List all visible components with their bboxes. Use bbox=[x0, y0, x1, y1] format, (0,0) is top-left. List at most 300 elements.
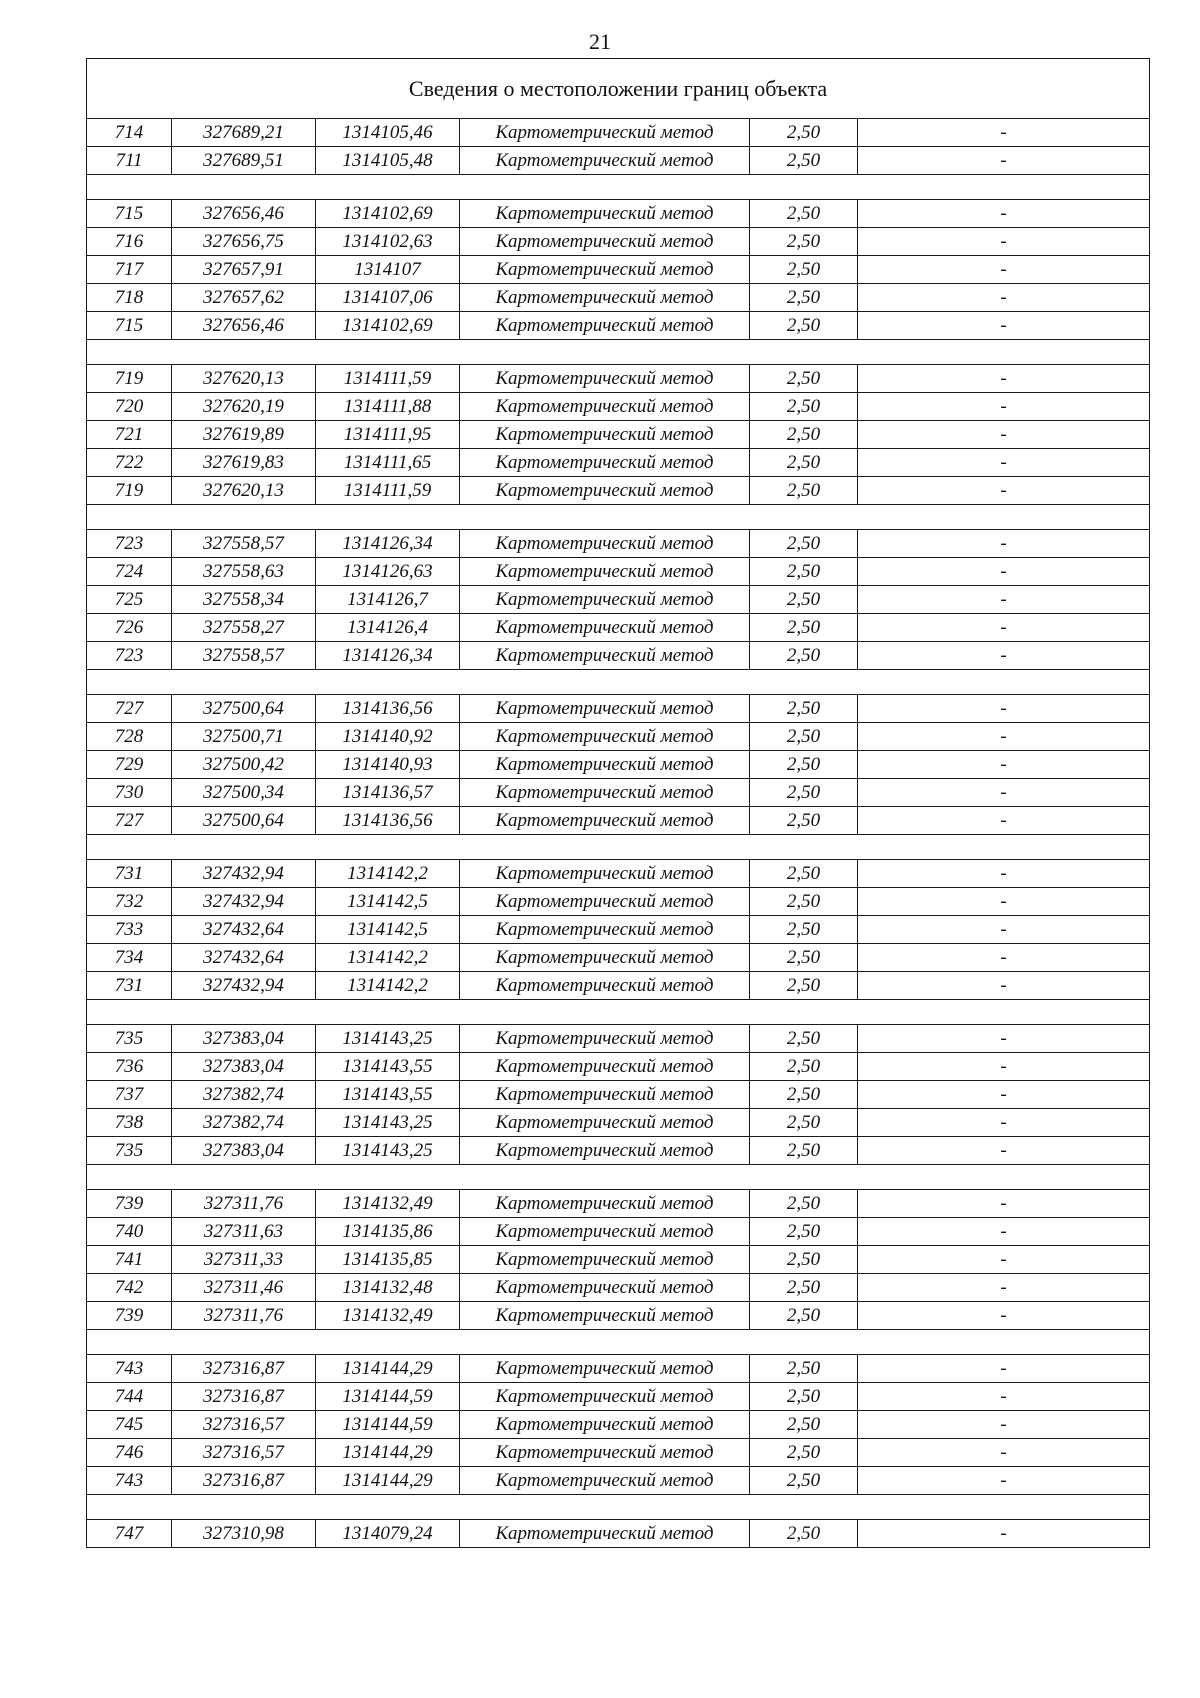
x-coordinate-cell: 327383,04 bbox=[172, 1053, 316, 1081]
y-coordinate-cell: 1314142,2 bbox=[316, 860, 460, 888]
method-cell: Картометрический метод bbox=[460, 477, 750, 505]
x-coordinate-cell: 327311,33 bbox=[172, 1246, 316, 1274]
table-body bbox=[87, 59, 1150, 1548]
accuracy-cell: 2,50 bbox=[750, 972, 858, 1000]
point-number-cell: 733 bbox=[87, 916, 172, 944]
method-cell: Картометрический метод bbox=[460, 421, 750, 449]
point-number-cell: 727 bbox=[87, 807, 172, 835]
x-coordinate-cell: 327620,13 bbox=[172, 477, 316, 505]
accuracy-cell: 2,50 bbox=[750, 1025, 858, 1053]
table-row bbox=[87, 284, 1150, 312]
description-cell: - bbox=[858, 119, 1150, 147]
point-number-cell: 735 bbox=[87, 1137, 172, 1165]
description-cell: - bbox=[858, 586, 1150, 614]
description-cell: - bbox=[858, 1355, 1150, 1383]
x-coordinate-cell: 327500,34 bbox=[172, 779, 316, 807]
description-cell: - bbox=[858, 1109, 1150, 1137]
method-cell: Картометрический метод bbox=[460, 695, 750, 723]
description-cell: - bbox=[858, 723, 1150, 751]
accuracy-cell: 2,50 bbox=[750, 530, 858, 558]
y-coordinate-cell: 1314126,63 bbox=[316, 558, 460, 586]
table-row bbox=[87, 1137, 1150, 1165]
table-row bbox=[87, 119, 1150, 147]
x-coordinate-cell: 327432,64 bbox=[172, 944, 316, 972]
table-row bbox=[87, 1411, 1150, 1439]
y-coordinate-cell: 1314140,93 bbox=[316, 751, 460, 779]
description-cell: - bbox=[858, 1218, 1150, 1246]
description-cell: - bbox=[858, 888, 1150, 916]
point-number-cell: 744 bbox=[87, 1383, 172, 1411]
accuracy-cell: 2,50 bbox=[750, 228, 858, 256]
accuracy-cell: 2,50 bbox=[750, 1081, 858, 1109]
description-cell: - bbox=[858, 558, 1150, 586]
table-row bbox=[87, 393, 1150, 421]
point-number-cell: 723 bbox=[87, 642, 172, 670]
x-coordinate-cell: 327656,46 bbox=[172, 200, 316, 228]
y-coordinate-cell: 1314136,57 bbox=[316, 779, 460, 807]
table-row bbox=[87, 916, 1150, 944]
point-number-cell: 724 bbox=[87, 558, 172, 586]
x-coordinate-cell: 327558,57 bbox=[172, 642, 316, 670]
x-coordinate-cell: 327311,63 bbox=[172, 1218, 316, 1246]
accuracy-cell: 2,50 bbox=[750, 200, 858, 228]
table-row bbox=[87, 1190, 1150, 1218]
point-number-cell: 739 bbox=[87, 1302, 172, 1330]
description-cell: - bbox=[858, 642, 1150, 670]
description-cell: - bbox=[858, 228, 1150, 256]
point-number-cell: 728 bbox=[87, 723, 172, 751]
accuracy-cell: 2,50 bbox=[750, 1053, 858, 1081]
accuracy-cell: 2,50 bbox=[750, 888, 858, 916]
point-number-cell: 719 bbox=[87, 477, 172, 505]
x-coordinate-cell: 327383,04 bbox=[172, 1137, 316, 1165]
point-number-cell: 723 bbox=[87, 530, 172, 558]
x-coordinate-cell: 327500,42 bbox=[172, 751, 316, 779]
x-coordinate-cell: 327383,04 bbox=[172, 1025, 316, 1053]
method-cell: Картометрический метод bbox=[460, 119, 750, 147]
table-row bbox=[87, 1439, 1150, 1467]
accuracy-cell: 2,50 bbox=[750, 256, 858, 284]
point-number-cell: 716 bbox=[87, 228, 172, 256]
accuracy-cell: 2,50 bbox=[750, 695, 858, 723]
point-number-cell: 745 bbox=[87, 1411, 172, 1439]
method-cell: Картометрический метод bbox=[460, 1218, 750, 1246]
group-separator-row bbox=[87, 505, 1150, 530]
group-separator-row bbox=[87, 340, 1150, 365]
description-cell: - bbox=[858, 1053, 1150, 1081]
group-separator-cell bbox=[87, 340, 1150, 365]
table-row bbox=[87, 1246, 1150, 1274]
x-coordinate-cell: 327500,71 bbox=[172, 723, 316, 751]
group-separator-cell bbox=[87, 1165, 1150, 1190]
y-coordinate-cell: 1314111,95 bbox=[316, 421, 460, 449]
description-cell: - bbox=[858, 393, 1150, 421]
table-row bbox=[87, 1025, 1150, 1053]
accuracy-cell: 2,50 bbox=[750, 916, 858, 944]
accuracy-cell: 2,50 bbox=[750, 1218, 858, 1246]
y-coordinate-cell: 1314143,55 bbox=[316, 1081, 460, 1109]
group-separator-cell bbox=[87, 1330, 1150, 1355]
x-coordinate-cell: 327316,57 bbox=[172, 1439, 316, 1467]
accuracy-cell: 2,50 bbox=[750, 723, 858, 751]
x-coordinate-cell: 327382,74 bbox=[172, 1109, 316, 1137]
y-coordinate-cell: 1314142,2 bbox=[316, 972, 460, 1000]
x-coordinate-cell: 327500,64 bbox=[172, 695, 316, 723]
point-number-cell: 715 bbox=[87, 200, 172, 228]
x-coordinate-cell: 327382,74 bbox=[172, 1081, 316, 1109]
x-coordinate-cell: 327656,75 bbox=[172, 228, 316, 256]
table-row bbox=[87, 751, 1150, 779]
x-coordinate-cell: 327310,98 bbox=[172, 1520, 316, 1548]
table-row bbox=[87, 477, 1150, 505]
y-coordinate-cell: 1314111,59 bbox=[316, 365, 460, 393]
x-coordinate-cell: 327316,87 bbox=[172, 1467, 316, 1495]
method-cell: Картометрический метод bbox=[460, 1467, 750, 1495]
accuracy-cell: 2,50 bbox=[750, 1190, 858, 1218]
method-cell: Картометрический метод bbox=[460, 944, 750, 972]
method-cell: Картометрический метод bbox=[460, 228, 750, 256]
table-row bbox=[87, 1081, 1150, 1109]
y-coordinate-cell: 1314126,4 bbox=[316, 614, 460, 642]
method-cell: Картометрический метод bbox=[460, 1355, 750, 1383]
x-coordinate-cell: 327316,87 bbox=[172, 1355, 316, 1383]
method-cell: Картометрический метод bbox=[460, 1137, 750, 1165]
method-cell: Картометрический метод bbox=[460, 586, 750, 614]
table-row bbox=[87, 1302, 1150, 1330]
table-row bbox=[87, 530, 1150, 558]
group-separator-row bbox=[87, 1000, 1150, 1025]
point-number-cell: 711 bbox=[87, 147, 172, 175]
accuracy-cell: 2,50 bbox=[750, 147, 858, 175]
table-row bbox=[87, 860, 1150, 888]
method-cell: Картометрический метод bbox=[460, 888, 750, 916]
y-coordinate-cell: 1314144,29 bbox=[316, 1355, 460, 1383]
point-number-cell: 727 bbox=[87, 695, 172, 723]
description-cell: - bbox=[858, 530, 1150, 558]
table-row bbox=[87, 1520, 1150, 1548]
description-cell: - bbox=[858, 284, 1150, 312]
table-row bbox=[87, 421, 1150, 449]
x-coordinate-cell: 327432,64 bbox=[172, 916, 316, 944]
x-coordinate-cell: 327689,51 bbox=[172, 147, 316, 175]
x-coordinate-cell: 327432,94 bbox=[172, 972, 316, 1000]
method-cell: Картометрический метод bbox=[460, 147, 750, 175]
accuracy-cell: 2,50 bbox=[750, 944, 858, 972]
accuracy-cell: 2,50 bbox=[750, 807, 858, 835]
method-cell: Картометрический метод bbox=[460, 558, 750, 586]
description-cell: - bbox=[858, 312, 1150, 340]
table-row bbox=[87, 365, 1150, 393]
method-cell: Картометрический метод bbox=[460, 751, 750, 779]
point-number-cell: 741 bbox=[87, 1246, 172, 1274]
y-coordinate-cell: 1314142,5 bbox=[316, 888, 460, 916]
y-coordinate-cell: 1314102,69 bbox=[316, 312, 460, 340]
description-cell: - bbox=[858, 779, 1150, 807]
accuracy-cell: 2,50 bbox=[750, 558, 858, 586]
accuracy-cell: 2,50 bbox=[750, 614, 858, 642]
description-cell: - bbox=[858, 200, 1150, 228]
table-row bbox=[87, 558, 1150, 586]
description-cell: - bbox=[858, 916, 1150, 944]
accuracy-cell: 2,50 bbox=[750, 393, 858, 421]
description-cell: - bbox=[858, 1190, 1150, 1218]
method-cell: Картометрический метод bbox=[460, 449, 750, 477]
x-coordinate-cell: 327432,94 bbox=[172, 860, 316, 888]
y-coordinate-cell: 1314144,59 bbox=[316, 1383, 460, 1411]
group-separator-row bbox=[87, 835, 1150, 860]
table-row bbox=[87, 642, 1150, 670]
accuracy-cell: 2,50 bbox=[750, 751, 858, 779]
table-row bbox=[87, 723, 1150, 751]
group-separator-cell bbox=[87, 835, 1150, 860]
point-number-cell: 730 bbox=[87, 779, 172, 807]
table-row bbox=[87, 147, 1150, 175]
accuracy-cell: 2,50 bbox=[750, 860, 858, 888]
x-coordinate-cell: 327657,62 bbox=[172, 284, 316, 312]
table-row bbox=[87, 1109, 1150, 1137]
y-coordinate-cell: 1314135,86 bbox=[316, 1218, 460, 1246]
y-coordinate-cell: 1314105,48 bbox=[316, 147, 460, 175]
method-cell: Картометрический метод bbox=[460, 1190, 750, 1218]
point-number-cell: 722 bbox=[87, 449, 172, 477]
method-cell: Картометрический метод bbox=[460, 1246, 750, 1274]
method-cell: Картометрический метод bbox=[460, 779, 750, 807]
group-separator-cell bbox=[87, 670, 1150, 695]
point-number-cell: 720 bbox=[87, 393, 172, 421]
x-coordinate-cell: 327656,46 bbox=[172, 312, 316, 340]
description-cell: - bbox=[858, 807, 1150, 835]
y-coordinate-cell: 1314102,63 bbox=[316, 228, 460, 256]
boundary-coordinates-table bbox=[86, 58, 1150, 1548]
accuracy-cell: 2,50 bbox=[750, 477, 858, 505]
x-coordinate-cell: 327619,83 bbox=[172, 449, 316, 477]
table-row bbox=[87, 779, 1150, 807]
group-separator-cell bbox=[87, 1000, 1150, 1025]
accuracy-cell: 2,50 bbox=[750, 1274, 858, 1302]
point-number-cell: 726 bbox=[87, 614, 172, 642]
y-coordinate-cell: 1314126,34 bbox=[316, 530, 460, 558]
description-cell: - bbox=[858, 1439, 1150, 1467]
description-cell: - bbox=[858, 421, 1150, 449]
table-row bbox=[87, 449, 1150, 477]
y-coordinate-cell: 1314140,92 bbox=[316, 723, 460, 751]
x-coordinate-cell: 327689,21 bbox=[172, 119, 316, 147]
method-cell: Картометрический метод bbox=[460, 200, 750, 228]
method-cell: Картометрический метод bbox=[460, 972, 750, 1000]
y-coordinate-cell: 1314132,48 bbox=[316, 1274, 460, 1302]
point-number-cell: 731 bbox=[87, 972, 172, 1000]
x-coordinate-cell: 327620,13 bbox=[172, 365, 316, 393]
table-row bbox=[87, 888, 1150, 916]
point-number-cell: 734 bbox=[87, 944, 172, 972]
table-row bbox=[87, 228, 1150, 256]
description-cell: - bbox=[858, 1137, 1150, 1165]
accuracy-cell: 2,50 bbox=[750, 1520, 858, 1548]
method-cell: Картометрический метод bbox=[460, 1081, 750, 1109]
accuracy-cell: 2,50 bbox=[750, 1383, 858, 1411]
table-row bbox=[87, 972, 1150, 1000]
y-coordinate-cell: 1314079,24 bbox=[316, 1520, 460, 1548]
group-separator-cell bbox=[87, 505, 1150, 530]
method-cell: Картометрический метод bbox=[460, 1411, 750, 1439]
point-number-cell: 721 bbox=[87, 421, 172, 449]
accuracy-cell: 2,50 bbox=[750, 1109, 858, 1137]
accuracy-cell: 2,50 bbox=[750, 779, 858, 807]
accuracy-cell: 2,50 bbox=[750, 1246, 858, 1274]
accuracy-cell: 2,50 bbox=[750, 1411, 858, 1439]
point-number-cell: 714 bbox=[87, 119, 172, 147]
table-row bbox=[87, 256, 1150, 284]
point-number-cell: 747 bbox=[87, 1520, 172, 1548]
group-separator-row bbox=[87, 1495, 1150, 1520]
group-separator-row bbox=[87, 670, 1150, 695]
table-row bbox=[87, 1355, 1150, 1383]
point-number-cell: 736 bbox=[87, 1053, 172, 1081]
y-coordinate-cell: 1314107,06 bbox=[316, 284, 460, 312]
method-cell: Картометрический метод bbox=[460, 1383, 750, 1411]
accuracy-cell: 2,50 bbox=[750, 1355, 858, 1383]
point-number-cell: 735 bbox=[87, 1025, 172, 1053]
table-row bbox=[87, 807, 1150, 835]
method-cell: Картометрический метод bbox=[460, 807, 750, 835]
point-number-cell: 740 bbox=[87, 1218, 172, 1246]
accuracy-cell: 2,50 bbox=[750, 1467, 858, 1495]
method-cell: Картометрический метод bbox=[460, 1025, 750, 1053]
method-cell: Картометрический метод bbox=[460, 312, 750, 340]
x-coordinate-cell: 327558,57 bbox=[172, 530, 316, 558]
table-title-row bbox=[87, 59, 1150, 119]
y-coordinate-cell: 1314144,29 bbox=[316, 1467, 460, 1495]
method-cell: Картометрический метод bbox=[460, 860, 750, 888]
group-separator-row bbox=[87, 175, 1150, 200]
y-coordinate-cell: 1314105,46 bbox=[316, 119, 460, 147]
y-coordinate-cell: 1314102,69 bbox=[316, 200, 460, 228]
method-cell: Картометрический метод bbox=[460, 1520, 750, 1548]
y-coordinate-cell: 1314107 bbox=[316, 256, 460, 284]
y-coordinate-cell: 1314144,29 bbox=[316, 1439, 460, 1467]
description-cell: - bbox=[858, 972, 1150, 1000]
point-number-cell: 737 bbox=[87, 1081, 172, 1109]
point-number-cell: 743 bbox=[87, 1355, 172, 1383]
method-cell: Картометрический метод bbox=[460, 284, 750, 312]
group-separator-row bbox=[87, 1330, 1150, 1355]
point-number-cell: 729 bbox=[87, 751, 172, 779]
table-row bbox=[87, 1218, 1150, 1246]
table-row bbox=[87, 1274, 1150, 1302]
y-coordinate-cell: 1314136,56 bbox=[316, 695, 460, 723]
accuracy-cell: 2,50 bbox=[750, 449, 858, 477]
description-cell: - bbox=[858, 1246, 1150, 1274]
description-cell: - bbox=[858, 860, 1150, 888]
accuracy-cell: 2,50 bbox=[750, 421, 858, 449]
table-row bbox=[87, 1383, 1150, 1411]
table-row bbox=[87, 200, 1150, 228]
x-coordinate-cell: 327316,57 bbox=[172, 1411, 316, 1439]
method-cell: Картометрический метод bbox=[460, 1439, 750, 1467]
method-cell: Картометрический метод bbox=[460, 256, 750, 284]
point-number-cell: 746 bbox=[87, 1439, 172, 1467]
description-cell: - bbox=[858, 365, 1150, 393]
point-number-cell: 743 bbox=[87, 1467, 172, 1495]
group-separator-cell bbox=[87, 175, 1150, 200]
x-coordinate-cell: 327311,76 bbox=[172, 1302, 316, 1330]
description-cell: - bbox=[858, 751, 1150, 779]
point-number-cell: 732 bbox=[87, 888, 172, 916]
x-coordinate-cell: 327558,27 bbox=[172, 614, 316, 642]
method-cell: Картометрический метод bbox=[460, 1274, 750, 1302]
table-row bbox=[87, 1467, 1150, 1495]
table-row bbox=[87, 312, 1150, 340]
description-cell: - bbox=[858, 1025, 1150, 1053]
y-coordinate-cell: 1314111,65 bbox=[316, 449, 460, 477]
method-cell: Картометрический метод bbox=[460, 916, 750, 944]
accuracy-cell: 2,50 bbox=[750, 365, 858, 393]
method-cell: Картометрический метод bbox=[460, 723, 750, 751]
group-separator-cell bbox=[87, 1495, 1150, 1520]
y-coordinate-cell: 1314136,56 bbox=[316, 807, 460, 835]
description-cell: - bbox=[858, 1411, 1150, 1439]
method-cell: Картометрический метод bbox=[460, 393, 750, 421]
point-number-cell: 742 bbox=[87, 1274, 172, 1302]
y-coordinate-cell: 1314142,5 bbox=[316, 916, 460, 944]
y-coordinate-cell: 1314135,85 bbox=[316, 1246, 460, 1274]
method-cell: Картометрический метод bbox=[460, 365, 750, 393]
method-cell: Картометрический метод bbox=[460, 642, 750, 670]
description-cell: - bbox=[858, 1081, 1150, 1109]
point-number-cell: 719 bbox=[87, 365, 172, 393]
y-coordinate-cell: 1314132,49 bbox=[316, 1190, 460, 1218]
x-coordinate-cell: 327311,76 bbox=[172, 1190, 316, 1218]
table-row bbox=[87, 586, 1150, 614]
x-coordinate-cell: 327619,89 bbox=[172, 421, 316, 449]
point-number-cell: 731 bbox=[87, 860, 172, 888]
x-coordinate-cell: 327316,87 bbox=[172, 1383, 316, 1411]
point-number-cell: 717 bbox=[87, 256, 172, 284]
description-cell: - bbox=[858, 147, 1150, 175]
x-coordinate-cell: 327558,63 bbox=[172, 558, 316, 586]
description-cell: - bbox=[858, 614, 1150, 642]
description-cell: - bbox=[858, 477, 1150, 505]
x-coordinate-cell: 327432,94 bbox=[172, 888, 316, 916]
point-number-cell: 718 bbox=[87, 284, 172, 312]
accuracy-cell: 2,50 bbox=[750, 1137, 858, 1165]
y-coordinate-cell: 1314111,88 bbox=[316, 393, 460, 421]
description-cell: - bbox=[858, 1520, 1150, 1548]
y-coordinate-cell: 1314143,25 bbox=[316, 1109, 460, 1137]
table-row bbox=[87, 614, 1150, 642]
y-coordinate-cell: 1314132,49 bbox=[316, 1302, 460, 1330]
point-number-cell: 725 bbox=[87, 586, 172, 614]
y-coordinate-cell: 1314126,34 bbox=[316, 642, 460, 670]
method-cell: Картометрический метод bbox=[460, 1302, 750, 1330]
y-coordinate-cell: 1314142,2 bbox=[316, 944, 460, 972]
table-row bbox=[87, 944, 1150, 972]
accuracy-cell: 2,50 bbox=[750, 642, 858, 670]
description-cell: - bbox=[858, 1467, 1150, 1495]
accuracy-cell: 2,50 bbox=[750, 1302, 858, 1330]
method-cell: Картометрический метод bbox=[460, 614, 750, 642]
point-number-cell: 715 bbox=[87, 312, 172, 340]
point-number-cell: 739 bbox=[87, 1190, 172, 1218]
method-cell: Картометрический метод bbox=[460, 530, 750, 558]
point-number-cell: 738 bbox=[87, 1109, 172, 1137]
x-coordinate-cell: 327558,34 bbox=[172, 586, 316, 614]
y-coordinate-cell: 1314143,55 bbox=[316, 1053, 460, 1081]
y-coordinate-cell: 1314126,7 bbox=[316, 586, 460, 614]
y-coordinate-cell: 1314143,25 bbox=[316, 1137, 460, 1165]
page-number: 21 bbox=[589, 29, 611, 54]
method-cell: Картометрический метод bbox=[460, 1109, 750, 1137]
